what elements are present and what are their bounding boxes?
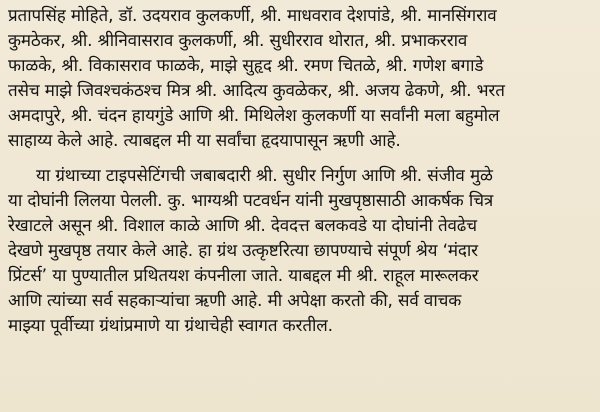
text-line: रेखाटले असून श्री. विशाल काळे आणि श्री. देवदत्त बलकवडे या दोघांनी तेवढेच [8, 216, 477, 236]
paragraph-2 [8, 164, 592, 339]
text-line: या ग्रंथाच्या टाइपसेटिंगची जबाबदारी श्री. सुधीर निर्गुण आणि श्री. संजीव मुळे [36, 166, 493, 186]
paragraph-1 [8, 4, 592, 154]
text-line: माझ्या पूर्वीच्या ग्रंथांप्रमाणे या ग्रंथाचेही स्वागत करतील. [8, 316, 333, 336]
text-line: प्रतापसिंह मोहिते, डॉ. उदयराव कुलकर्णी, श्री. माधवराव देशपांडे, श्री. मानसिंगराव [8, 6, 497, 26]
text-line: साहाय्य केले आहे. त्याबद्दल मी या सर्वांचा हृदयापासून ऋणी आहे. [8, 131, 401, 151]
paragraph-gap [8, 154, 592, 164]
text-line: फाळके, श्री. विकासराव फाळके, माझे सुहृद श्री. रमण चितळे, श्री. गणेश बगाडे [8, 56, 484, 76]
text-line: तसेच माझे जिवश्चकंठश्च मित्र श्री. आदित्य कुवळेकर, श्री. अजय ढेकणे, श्री. भरत [8, 81, 505, 101]
text-line: आणि त्यांच्या सर्व सहकाऱ्यांचा ऋणी आहे. मी अपेक्षा करतो की, सर्व वाचक [8, 291, 462, 311]
text-line: कुमठेकर, श्री. श्रीनिवासराव कुलकर्णी, श्री. सुधीरराव थोरात, श्री. प्रभाकरराव [8, 31, 468, 51]
text-line: अमदापुरे, श्री. चंदन हायगुंडे आणि श्री. मिथिलेश कुलकर्णी या सर्वांनी मला बहुमोल [8, 106, 500, 126]
text-line: प्रिंटर्स’ या पुण्यातील प्रथितयश कंपनीला जाते. याबद्दल मी श्री. राहूल मारूलकर [8, 266, 479, 286]
text-line: देखणे मुखपृष्ठ तयार केले आहे. हा ग्रंथ उत्कृष्टरित्या छापण्याचे संपूर्ण श्रेय ‘मंदार [8, 241, 478, 261]
text-line: या दोघांनी लिलया पेलली. कु. भाग्यश्री पटवर्धन यांनी मुखपृष्ठासाठी आकर्षक चित्र [8, 191, 494, 211]
